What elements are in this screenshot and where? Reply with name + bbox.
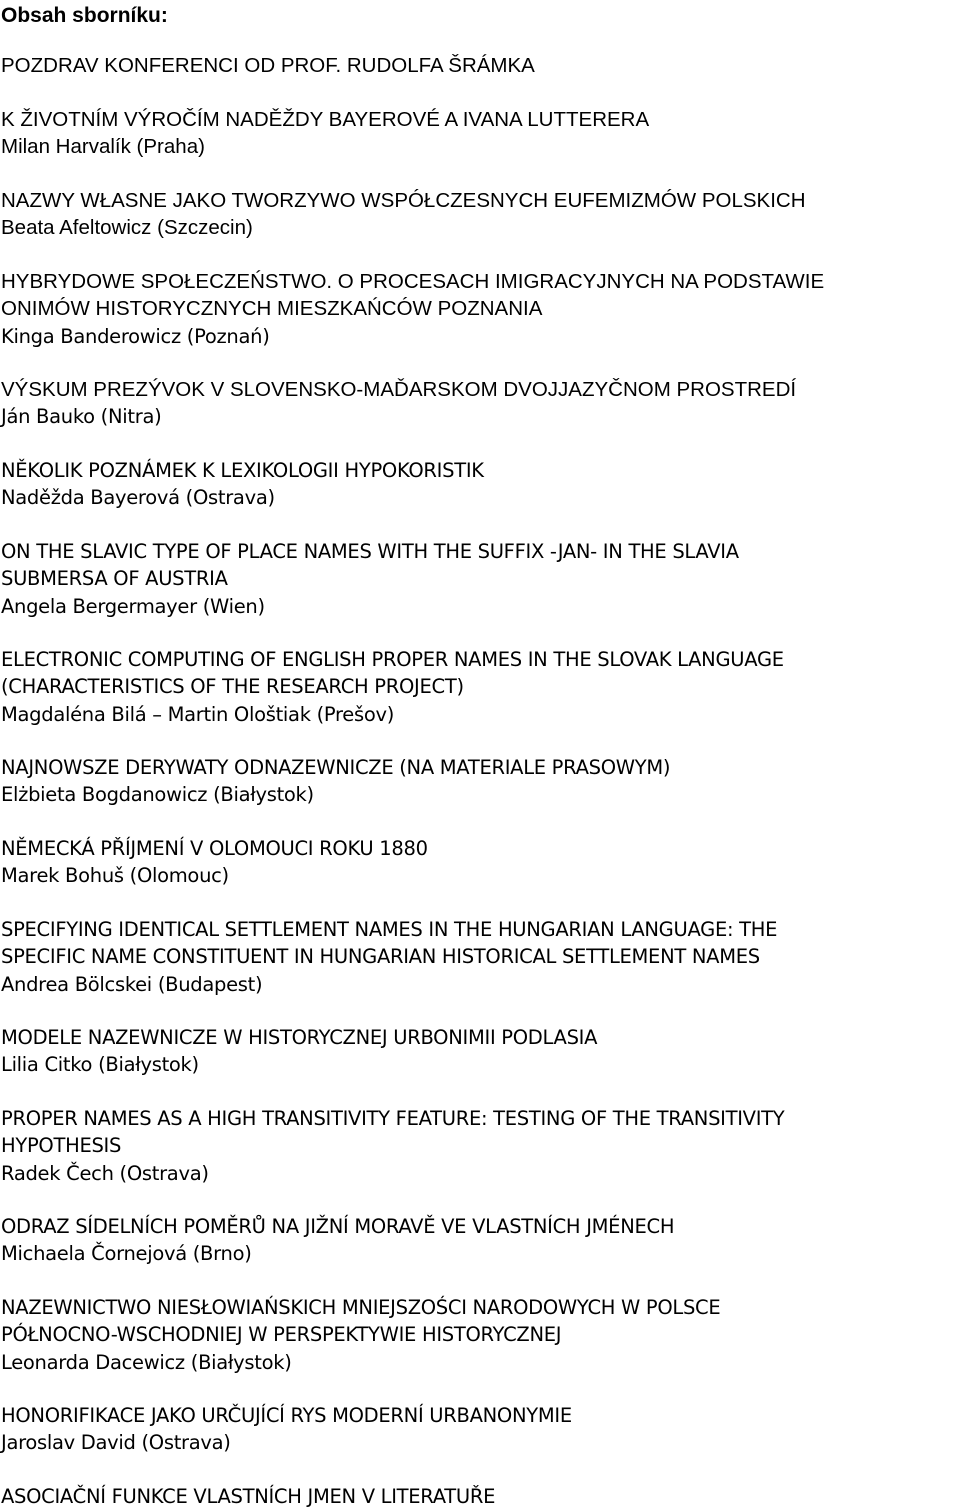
entry-author: Lilia Citko (Białystok) [1, 1053, 199, 1077]
entry-author: Marek Bohuš (Olomouc) [1, 864, 229, 888]
entry-author: Magdaléna Bilá – Martin Ološtiak (Prešov) [1, 702, 395, 726]
contents-entry [1, 835, 428, 890]
entry-title-line: SPECIFYING IDENTICAL SETTLEMENT NAMES IN THE HUNGARIAN LANGUAGE: THE [1, 918, 778, 941]
entry-title-line: NĚMECKÁ PŘÍJMENÍ V OLOMOUCI ROKU 1880 [1, 837, 428, 860]
entry-title-line: ON THE SLAVIC TYPE OF PLACE NAMES WITH THE SUFFIX -JAN- IN THE SLAVIA [1, 540, 739, 563]
entry-title-line: HYPOTHESIS [1, 1134, 122, 1158]
entry-title-line: K ŽIVOTNÍM VÝROČÍM NADĚŽDY BAYEROVÉ A IVANA LUTTERERA [1, 108, 650, 131]
entry-title-line: POZDRAV KONFERENCI OD PROF. RUDOLFA ŠRÁMKA [1, 54, 535, 77]
entry-title-line: VÝSKUM PREZÝVOK V SLOVENSKO-MAĎARSKOM DVOJJAZYČNOM PROSTREDÍ [1, 378, 797, 401]
entry-author: Elżbieta Bogdanowicz (Białystok) [1, 783, 314, 807]
contents-heading: Obsah sborníku: [1, 4, 168, 27]
contents-entry [1, 754, 670, 809]
contents-entry [1, 106, 649, 161]
contents-entry [1, 1294, 720, 1376]
entry-title-line: ONIMÓW HISTORYCZNYCH MIESZKAŃCÓW POZNANIA [1, 297, 543, 321]
entry-title-line: NAZEWNICTWO NIESŁOWIAŃSKICH MNIEJSZOŚCI NARODOWYCH W POLSCE [1, 1296, 721, 1319]
entry-author: Leonarda Dacewicz (Białystok) [1, 1350, 292, 1374]
contents-entry [1, 1024, 597, 1079]
entry-author: Jaroslav David (Ostrava) [1, 1431, 231, 1455]
entry-title-line: ODRAZ SÍDELNÍCH POMĚRŮ NA JIŽNÍ MORAVĚ VE VLASTNÍCH JMÉNECH [1, 1215, 675, 1238]
entry-title-line: NĚKOLIK POZNÁMEK K LEXIKOLOGII HYPOKORISTIK [1, 459, 484, 482]
entry-author: Radek Čech (Ostrava) [1, 1161, 209, 1185]
entry-title-line: PROPER NAMES AS A HIGH TRANSITIVITY FEATURE: TESTING OF THE TRANSITIVITY [1, 1107, 785, 1130]
entry-title-line: NAJNOWSZE DERYWATY ODNAZEWNICZE (NA MATERIALE PRASOWYM) [1, 756, 671, 779]
entry-title-line: MODELE NAZEWNICZE W HISTORYCZNEJ URBONIMII PODLASIA [1, 1026, 598, 1049]
contents-entry [1, 646, 784, 728]
contents-entry [1, 268, 824, 350]
entry-author: Kinga Banderowicz (Poznań) [1, 324, 270, 348]
contents-entry [1, 376, 796, 431]
entry-title-line: HONORIFIKACE JAKO URČUJÍCÍ RYS MODERNÍ URBANONYMIE [1, 1404, 572, 1427]
contents-entry [1, 916, 777, 998]
contents-page [1, 0, 959, 1508]
entry-author: Naděžda Bayerová (Ostrava) [1, 486, 275, 510]
entry-author: Andrea Bölcskei (Budapest) [1, 972, 263, 996]
entry-title-line: PÓŁNOCNO-WSCHODNIEJ W PERSPEKTYWIE HISTORYCZNEJ [1, 1323, 562, 1347]
contents-entry [1, 1105, 784, 1187]
entry-title-line: ELECTRONIC COMPUTING OF ENGLISH PROPER NAMES IN THE SLOVAK LANGUAGE [1, 648, 784, 671]
contents-entry [1, 1402, 572, 1457]
contents-entry [1, 52, 535, 79]
entry-author: Ján Bauko (Nitra) [1, 405, 162, 429]
entry-title-line: NAZWY WŁASNE JAKO TWORZYWO WSPÓŁCZESNYCH EUFEMIZMÓW POLSKICH [1, 189, 806, 212]
contents-entry [1, 1213, 674, 1268]
contents-entry [1, 538, 739, 620]
entry-title-line: HYBRYDOWE SPOŁECZEŃSTWO. O PROCESACH IMIGRACYJNYCH NA PODSTAWIE [1, 270, 825, 293]
contents-entry [1, 457, 484, 512]
entry-title-line: (CHARACTERISTICS OF THE RESEARCH PROJECT) [1, 675, 464, 699]
entry-title-line: ASOCIAČNÍ FUNKCE VLASTNÍCH JMEN V LITERATUŘE [1, 1485, 496, 1508]
entry-author: Angela Bergermayer (Wien) [1, 594, 265, 618]
contents-entry [1, 187, 806, 242]
entry-author: Michaela Čornejová (Brno) [1, 1242, 252, 1266]
entry-author: Beata Afeltowicz (Szczecin) [1, 216, 253, 240]
entry-title-line: SUBMERSA OF AUSTRIA [1, 567, 228, 591]
entry-title-line: SPECIFIC NAME CONSTITUENT IN HUNGARIAN HISTORICAL SETTLEMENT NAMES [1, 945, 760, 969]
entry-author: Milan Harvalík (Praha) [1, 135, 205, 159]
